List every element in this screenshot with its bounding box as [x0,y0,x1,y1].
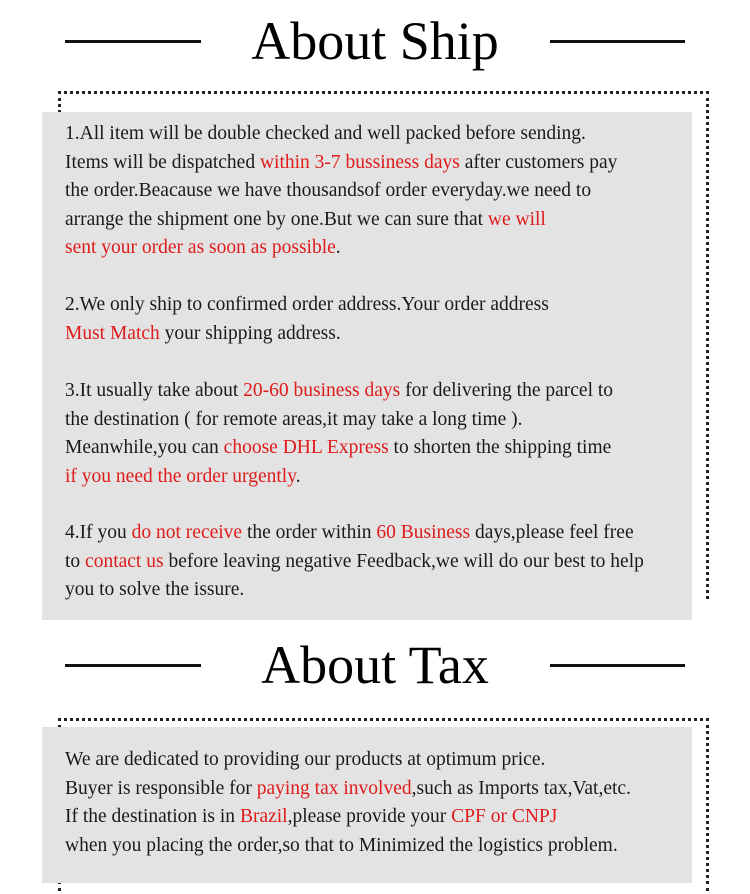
text: Meanwhile,you can [65,437,224,458]
highlight-text: within 3-7 bussiness days [259,151,460,173]
ship-header [0,6,750,76]
highlight-text: we will [487,208,546,230]
highlight-text: 60 Business [376,522,471,543]
text: 1.All item will be double checked and well packed before sending. [65,123,586,144]
text: 2.We only ship to confirmed order address.Your order address [65,294,549,315]
header-rule-right [550,664,685,667]
header-rule-right [550,40,685,43]
text: for delivering the parcel to [400,380,614,401]
text: before leaving negative Feedback,we will do our best to help [163,550,644,572]
tax-header [0,630,750,700]
highlight-text: 20-60 business days [243,380,401,401]
text: the order within [242,522,377,543]
text: arrange the shipment one by one.But we can sure that [65,208,488,230]
text: . [295,465,301,487]
ship-paragraph-2 [65,291,705,348]
ship-paragraph-4 [65,519,705,605]
text: days,please feel free [470,522,634,543]
highlight-text: Brazil [239,806,288,827]
ship-title: About Ship [251,11,499,71]
text: . [335,237,341,258]
text: to shorten the shipping time [388,437,612,458]
text: ,such as Imports tax,Vat,etc. [411,777,631,799]
highlight-text: CPF or CNPJ [451,806,558,827]
highlight-text: choose DHL Express [223,437,389,458]
tax-paragraph-1 [65,746,705,860]
highlight-text: contact us [85,550,164,572]
ship-paragraph-1 [65,120,705,263]
text: Buyer is responsible for [65,777,257,799]
tax-title: About Tax [261,635,489,695]
highlight-text: do not receive [131,522,243,543]
text: If the destination is in [65,806,240,827]
highlight-text: if you need the order urgently [65,465,296,487]
text: 4.If you [65,522,132,543]
text: to [65,550,86,572]
text: Items will be dispatched [65,151,260,173]
text: ,please provide your [287,806,452,827]
text: the destination ( for remote areas,it may take a long time ). [65,408,523,430]
text: after customers pay [459,151,618,173]
highlight-text: Must Match [65,322,160,344]
text: 3.It usually take about [65,380,244,401]
highlight-text: sent your order as soon as possible [65,237,336,258]
highlight-text: paying tax involved [256,777,412,799]
text: you to solve the issure. [65,579,245,600]
text: the order.Beacause we have thousandsof order everyday.we need to [65,180,592,201]
text: when you placing the order,so that to Minimized the logistics problem. [65,834,618,856]
ship-paragraph-3 [65,377,705,491]
text: your shipping address. [159,322,341,344]
text: We are dedicated to providing our products at optimum price. [65,749,546,770]
